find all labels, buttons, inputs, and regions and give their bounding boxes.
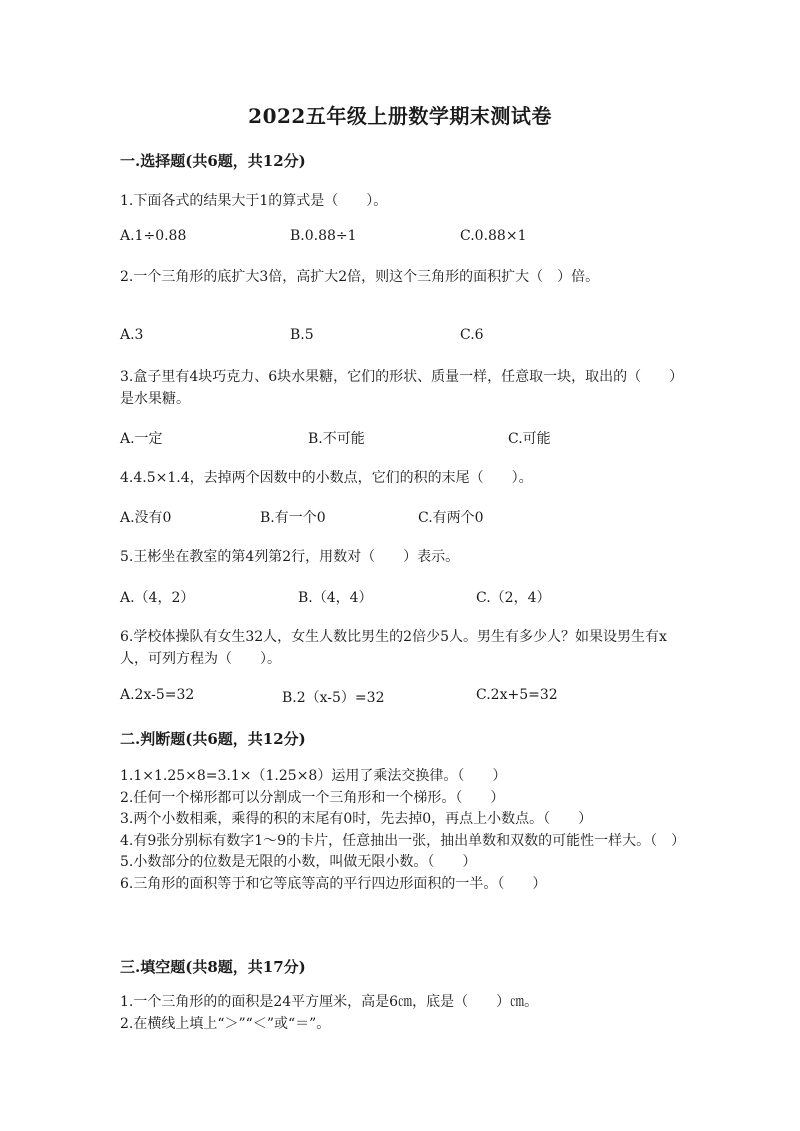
option-b: B.有一个0 [260, 510, 326, 526]
question-3-options [120, 428, 680, 450]
option-c: C.2x+5=32 [476, 687, 558, 703]
option-b: B.0.88÷1 [290, 228, 357, 244]
judgement-item: 2.任何一个梯形都可以分割成一个三角形和一个梯形。（ ） [120, 789, 505, 806]
option-c: C.可能 [508, 431, 551, 447]
option-b: B.不可能 [308, 431, 365, 447]
judgement-item: 1.1×1.25×8=3.1×（1.25×8）运用了乘法交换律。（ ） [120, 768, 507, 784]
option-b: B.2（x-5）=32 [282, 690, 385, 706]
fill-blank-item: 1.一个三角形的的面积是24平方厘米，高是6㎝，底是（ ）㎝。 [120, 994, 539, 1010]
option-b: B.（4，4） [298, 590, 373, 606]
question-6-options [120, 687, 680, 709]
option-c: C.6 [460, 327, 484, 343]
option-c: C.有两个0 [418, 510, 484, 526]
judgement-item: 6.三角形的面积等于和它等底等高的平行四边形面积的一半。（ ） [120, 875, 547, 892]
judgement-item: 5.小数部分的位数是无限的小数，叫做无限小数。（ ） [120, 854, 477, 870]
option-a: A.一定 [120, 431, 163, 447]
section-heading-fill-blank: 三.填空题(共8题，共17分) [120, 958, 306, 976]
option-c: C.0.88×1 [460, 228, 527, 244]
option-c: C.（2，4） [476, 590, 551, 606]
fill-blank-list [120, 992, 680, 1035]
question-1-options [120, 228, 680, 250]
option-a: A.没有0 [120, 510, 172, 526]
question-1: 1.下面各式的结果大于1的算式是（ ）。 [120, 193, 388, 209]
judgement-item: 3.两个小数相乘，乘得的积的末尾有0时，先去掉0，再点上小数点。（ ） [120, 811, 593, 827]
option-a: A.1÷0.88 [120, 228, 187, 244]
option-a: A.2x-5=32 [120, 687, 195, 703]
question-2-options [120, 327, 680, 349]
question-5: 5.王彬坐在教室的第4列第2行，用数对（ ）表示。 [120, 549, 460, 565]
option-a: A.（4，2） [120, 590, 195, 606]
section-heading-choice: 一.选择题(共6题，共12分) [120, 152, 306, 170]
section-heading-judgement: 二.判断题(共6题，共12分) [120, 730, 306, 748]
question-4-options [120, 507, 680, 529]
question-3: 3.盒子里有4块巧克力、6块水果糖，它们的形状、质量一样，任意取一块，取出的（ ）是水果糖。 [120, 369, 677, 407]
judgement-item: 4.有9张分别标有数字1～9的卡片，任意抽出一张，抽出单数和双数的可能性一样大。（ ） [120, 832, 686, 849]
question-5-options [120, 587, 680, 609]
question-2: 2.一个三角形的底扩大3倍，高扩大2倍，则这个三角形的面积扩大（ ）倍。 [120, 269, 600, 285]
question-6: 6.学校体操队有女生32人，女生人数比男生的2倍少5人。男生有多少人？如果设男生有x人，可列方程为（ ）。 [120, 629, 667, 667]
question-4: 4.4.5×1.4，去掉两个因数中的小数点，它们的积的末尾（ ）。 [120, 470, 533, 486]
option-b: B.5 [290, 327, 314, 343]
fill-blank-item: 2.在横线上填上“＞”“＜”或“＝”。 [120, 1015, 331, 1032]
judgement-list [120, 766, 686, 895]
option-a: A.3 [120, 327, 144, 343]
exam-title: 2022五年级上册数学期末测试卷 [248, 104, 552, 128]
